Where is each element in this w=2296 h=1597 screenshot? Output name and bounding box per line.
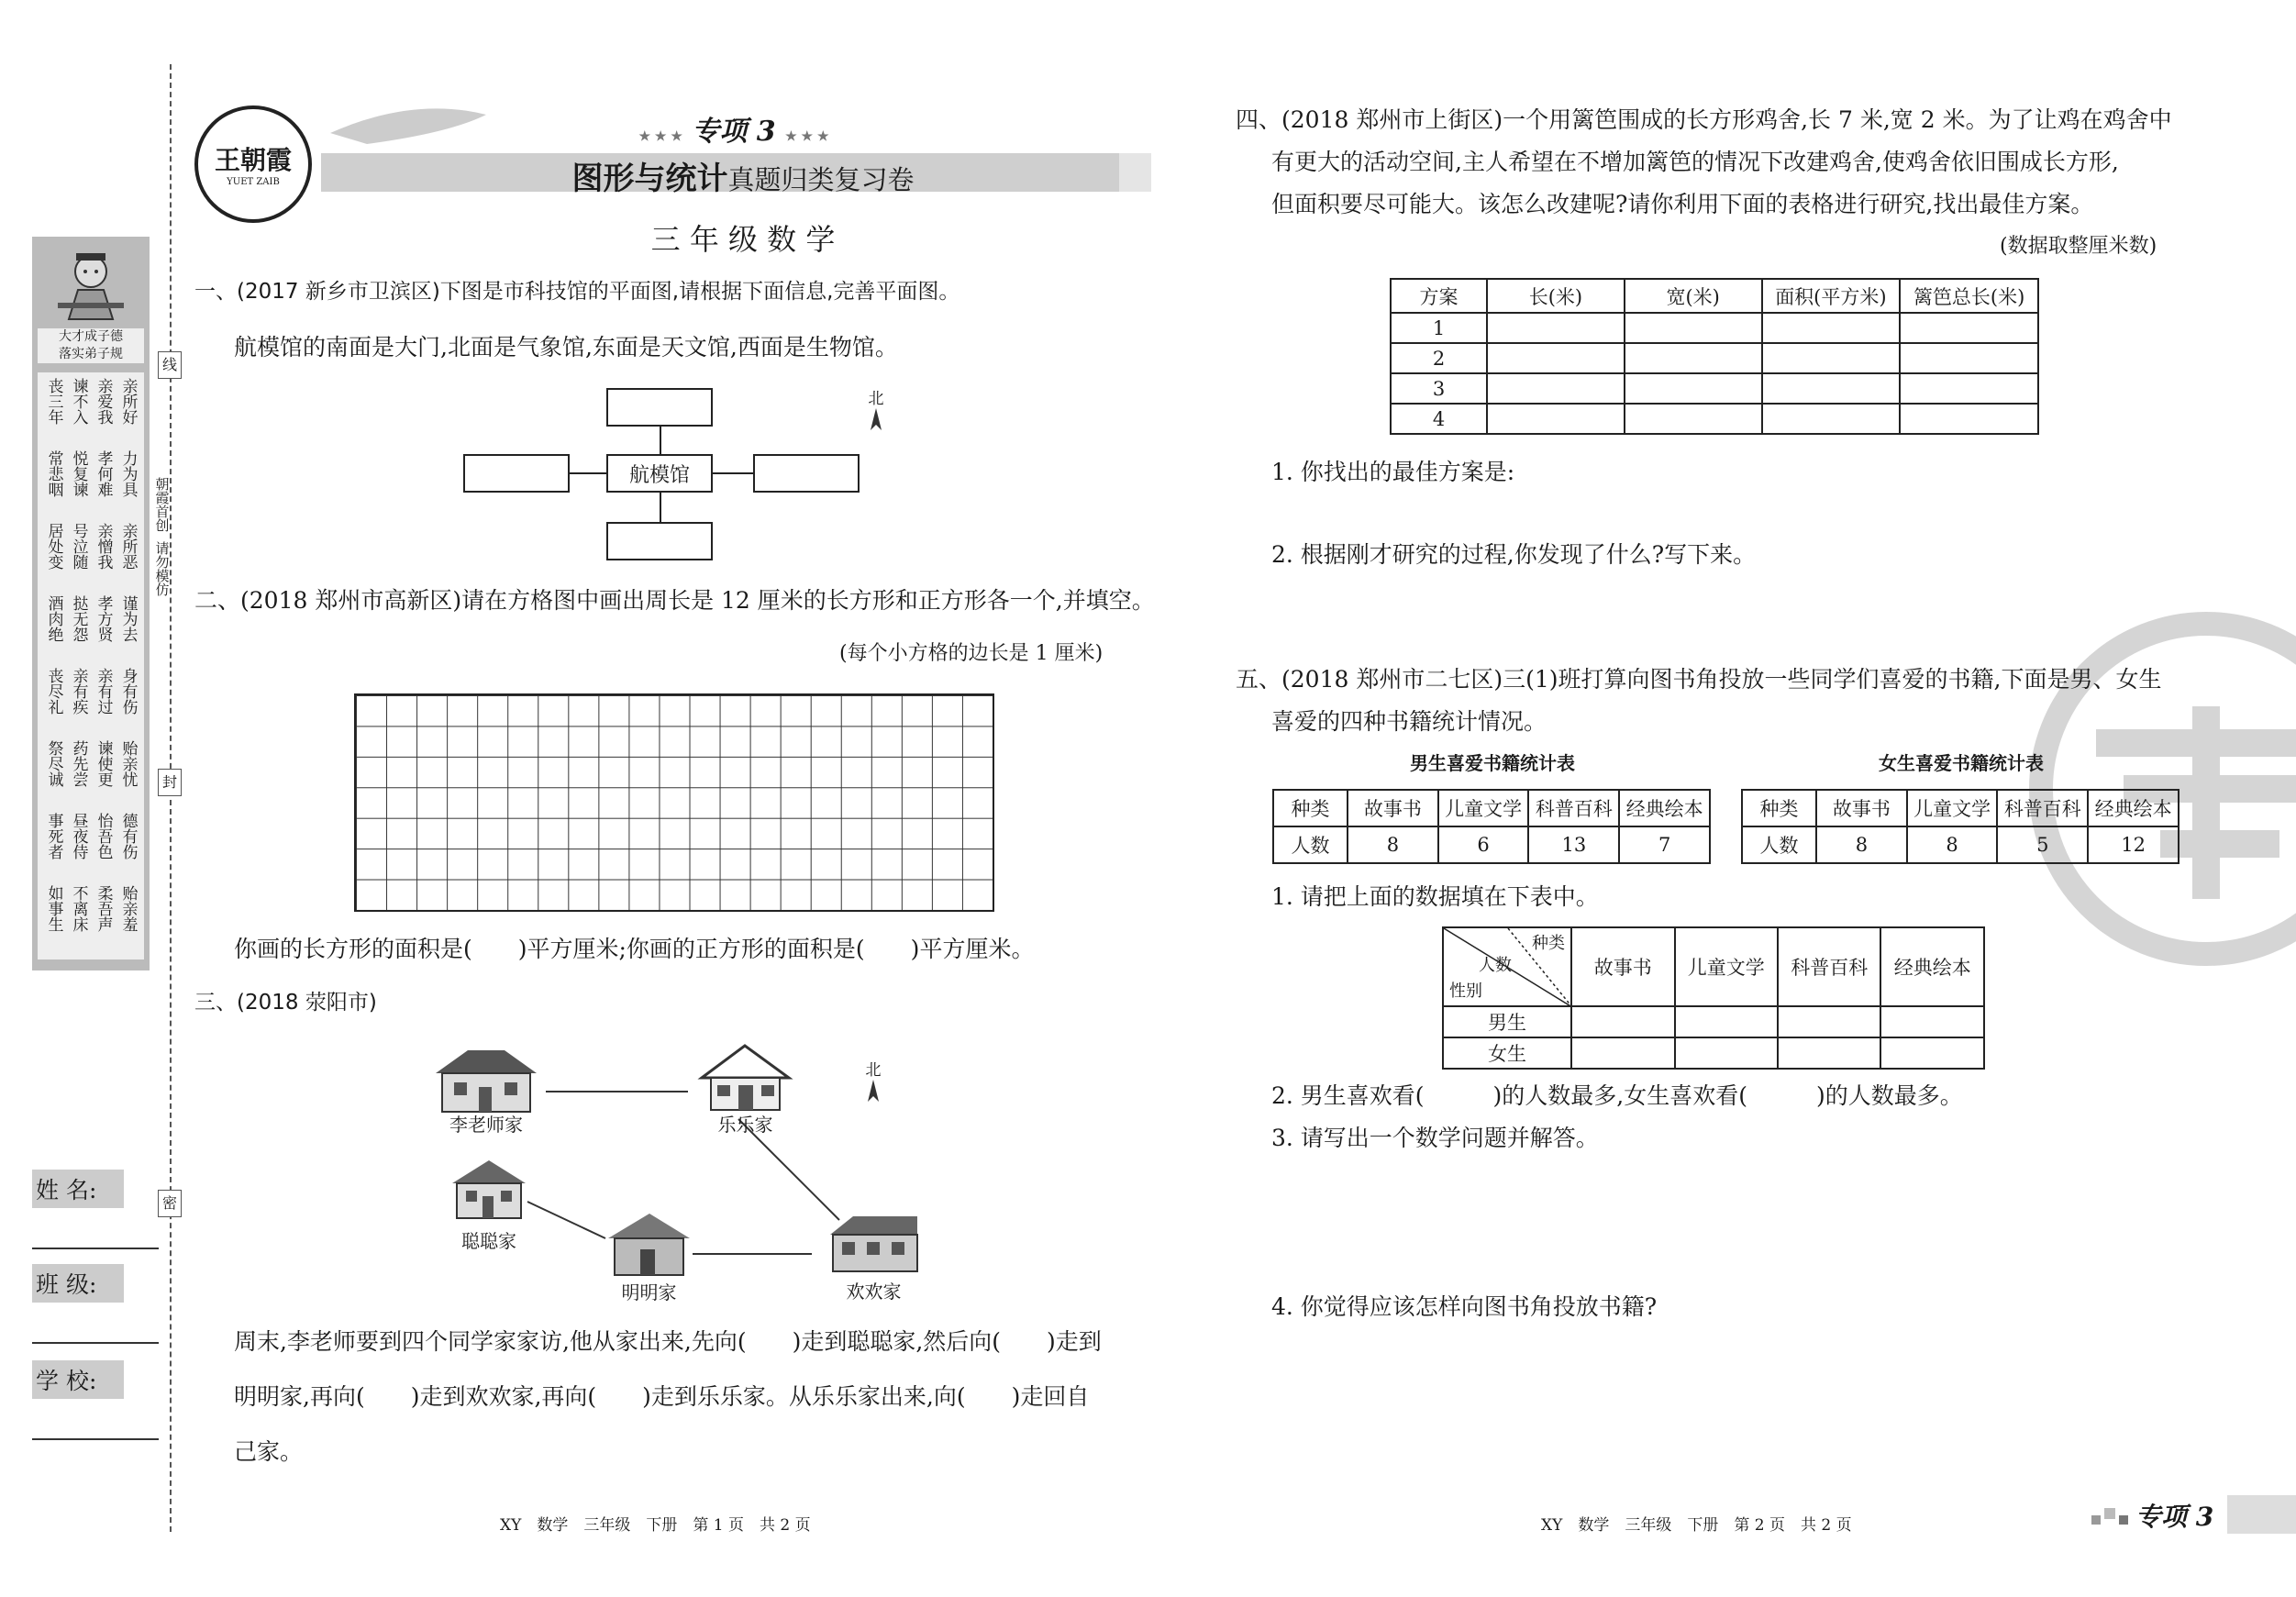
house-mingming [605, 1211, 693, 1277]
q4-line-2: 有更大的活动空间,主人希望在不增加篱笆的情况下改建鸡舍,使鸡舍依旧围成长方形, [1271, 149, 2119, 175]
name-label: 姓 名: [32, 1170, 124, 1208]
sidebar-poem-column: 亲憎我 [94, 523, 113, 570]
label-li-teacher: 李老师家 [449, 1114, 523, 1136]
sidebar-poem-row [41, 450, 140, 511]
q5-line-2: 喜爱的四种书籍统计情况。 [1271, 708, 1547, 735]
label-mingming: 明明家 [621, 1281, 677, 1303]
q3-title: 三、(2018 荥阳市) [194, 991, 377, 1015]
sidebar-poem-column: 药先尝 [69, 740, 88, 787]
q2-answer: 你画的长方形的面积是( )平方厘米;你画的正方形的面积是( )平方厘米。 [234, 936, 1035, 962]
sidebar-poem-column: 谏不入 [69, 378, 88, 425]
cut-label-3: 密 [158, 1190, 182, 1217]
q4-header: 宽(米) [1625, 279, 1762, 313]
sidebar-poem-column: 贻亲忧 [118, 740, 138, 787]
q4-header: 长(米) [1487, 279, 1625, 313]
sidebar-poem-column: 酒肉绝 [44, 595, 63, 642]
scholar-figure-icon [50, 248, 131, 326]
sidebar-poem-column: 孝何难 [94, 450, 113, 497]
sidebar-poem-column: 亲所恶 [118, 523, 138, 570]
q4-line-3: 但面积要尽可能大。该怎么改建呢?请你利用下面的表格进行研究,找出最佳方案。 [1271, 191, 2094, 217]
boys-value: 13 [1528, 826, 1619, 863]
girls-value: 5 [1997, 826, 2088, 863]
q1-title: 一、(2017 新乡市卫滨区)下图是市科技馆的平面图,请根据下面信息,完善平面图。 [194, 280, 960, 304]
sidebar-poem-column: 不离床 [69, 885, 88, 932]
boys-table: 种类 故事书 儿童文学 科普百科 经典绘本 人数 8 6 13 7 [1272, 789, 1711, 864]
q1-north-box[interactable] [606, 388, 713, 427]
title-main: 图形与统计 [571, 161, 728, 197]
house-icon [605, 1211, 693, 1277]
girls-value: 8 [1816, 826, 1907, 863]
q2-title: 二、(2018 郑州市高新区)请在方格图中画出周长是 12 厘米的长方形和正方形各一个,并填空。 [194, 587, 1155, 614]
sidebar-poem-column: 昼夜侍 [69, 813, 88, 859]
q3-north-indicator: 北 [860, 1057, 887, 1108]
q5-sub3: 3. 请写出一个数学问题并解答。 [1271, 1125, 1599, 1151]
cut-label-1: 线 [158, 351, 182, 379]
sidebar-poem-column: 悦复谏 [69, 450, 88, 497]
q4-row-label: 4 [1391, 404, 1487, 434]
q3-para-3: 己家。 [234, 1438, 304, 1465]
q1-text: 航模馆的南面是大门,北面是气象馆,东面是天文馆,西面是生物馆。 [234, 334, 898, 360]
girls-table-title: 女生喜爱书籍统计表 [1879, 752, 2044, 774]
sidebar-motto: 大才成子德 落实弟子规 [38, 328, 144, 363]
q4-header: 方案 [1391, 279, 1487, 313]
class-label: 班 级: [32, 1264, 124, 1303]
q4-note: (数据取整厘米数) [2000, 235, 2157, 258]
sidebar-poem-row [41, 885, 140, 946]
house-icon [697, 1041, 793, 1113]
q5-sub1: 1. 请把上面的数据填在下表中。 [1271, 883, 1599, 910]
label-congcong: 聪聪家 [461, 1230, 516, 1252]
sidebar-poem-column: 力为具 [118, 450, 138, 497]
label-lele: 乐乐家 [717, 1114, 773, 1136]
sidebar-poem-column: 怡吾色 [94, 813, 113, 859]
sidebar-poem-row [41, 813, 140, 873]
q1-north-indicator: 北 [862, 385, 890, 437]
q1-south-box[interactable] [606, 522, 713, 560]
sidebar-poem-row [41, 668, 140, 728]
q4-line-1: 四、(2018 郑州市上街区)一个用篱笆围成的长方形鸡舍,长 7 米,宽 2 米。为了让鸡在鸡舍中 [1236, 106, 2172, 133]
sidebar-poem-row [41, 740, 140, 801]
sidebar-poem-column: 祭尽诚 [44, 740, 63, 787]
sidebar-poem-column: 丧尽礼 [44, 668, 63, 715]
sidebar-poem-column: 德有伤 [118, 813, 138, 859]
house-lele [697, 1041, 793, 1113]
boys-value: 8 [1348, 826, 1438, 863]
north-arrow-icon [867, 1080, 880, 1103]
q1-center-box: 航模馆 [606, 454, 713, 493]
q1-east-box[interactable] [753, 454, 860, 493]
brand-logo [194, 105, 312, 223]
subject-title: 三 年 级 数 学 [650, 222, 836, 257]
class-field[interactable] [32, 1264, 159, 1347]
sidebar-poem [38, 372, 144, 959]
sidebar-poem-column: 亲爱我 [94, 378, 113, 425]
sidebar-poem-column: 事死者 [44, 813, 63, 859]
footer-right: XY 数学 三年级 下册 第 2 页 共 2 页 [1541, 1516, 1852, 1535]
sidebar-poem-column: 柔吾声 [94, 885, 113, 932]
sidebar-poem-column: 亲有过 [94, 668, 113, 715]
girls-table: 种类 故事书 儿童文学 科普百科 经典绘本 人数 8 8 5 12 [1741, 789, 2180, 864]
boys-value: 7 [1619, 826, 1710, 863]
sidebar-poem-column: 亲所好 [118, 378, 138, 425]
sidebar-poem-column: 贻亲羞 [118, 885, 138, 932]
q4-row-label: 2 [1391, 343, 1487, 373]
q1-west-box[interactable] [463, 454, 570, 493]
cut-label-2: 封 [158, 769, 182, 796]
boys-table-title: 男生喜爱书籍统计表 [1410, 752, 1575, 774]
school-label: 学 校: [32, 1360, 124, 1399]
brand-logo-sub: YUET ZAIB [227, 177, 280, 187]
copyright-note: 朝霞首创 请勿模仿 [153, 477, 171, 596]
q3-para-2: 明明家,再向( )走到欢欢家,再向( )走到乐乐家。从乐乐家出来,向( )走回自 [234, 1383, 1090, 1410]
house-icon [826, 1213, 922, 1275]
brand-logo-text: 王朝霞 [214, 145, 292, 175]
house-icon [431, 1046, 541, 1115]
sidebar-poem-column: 谏使更 [94, 740, 113, 787]
sidebar-poem-row [41, 595, 140, 656]
q3-para-1: 周末,李老师要到四个同学家家访,他从家出来,先向( )走到聪聪家,然后向( )走到 [234, 1328, 1102, 1355]
house-li-teacher [431, 1046, 541, 1115]
label-huanhuan: 欢欢家 [846, 1281, 902, 1303]
q4-sub2: 2. 根据刚才研究的过程,你发现了什么?写下来。 [1271, 541, 1757, 568]
sidebar-poem-row [41, 378, 140, 438]
sidebar-poem-column: 居处变 [44, 523, 63, 570]
house-icon [448, 1158, 530, 1222]
sidebar-poem-column: 丧三年 [44, 378, 63, 425]
sidebar-poem-column: 谨为去 [118, 595, 138, 642]
girls-value: 12 [2088, 826, 2179, 863]
sidebar-poem-column: 挞无怨 [69, 595, 88, 642]
secret-watermark [2023, 596, 2296, 972]
house-congcong [448, 1158, 530, 1222]
school-field[interactable] [32, 1360, 159, 1443]
q5-sub4: 4. 你觉得应该怎样向图书角投放书籍? [1271, 1293, 1658, 1320]
title-sub: 真题归类复习卷 [727, 164, 915, 195]
footer-left: XY 数学 三年级 下册 第 1 页 共 2 页 [500, 1516, 811, 1535]
q4-header: 篱笆总长(米) [1900, 279, 2038, 313]
dashed-cut-line [170, 64, 172, 1532]
girls-value: 8 [1907, 826, 1998, 863]
sidebar-poem-row [41, 523, 140, 583]
footer-tab: 专项 3 [2091, 1495, 2296, 1534]
house-huanhuan [826, 1213, 922, 1275]
north-arrow-icon [870, 408, 882, 432]
q5-line-1: 五、(2018 郑州市二七区)三(1)班打算向图书角投放一些同学们喜爱的书籍,下面是男、女生 [1236, 666, 2162, 693]
square-grid[interactable] [354, 693, 994, 912]
q4-table [1390, 278, 2039, 435]
sidebar-poem-column: 亲有疾 [69, 668, 88, 715]
combined-table: 种类 人数 性别 故事书 儿童文学 科普百科 经典绘本 男生 女生 [1442, 926, 1985, 1070]
sidebar-poem-column: 身有伤 [118, 668, 138, 715]
name-field[interactable] [32, 1170, 159, 1252]
sidebar-poem-column: 号泣随 [69, 523, 88, 570]
q4-header: 面积(平方米) [1762, 279, 1901, 313]
sidebar-poem-column: 如事生 [44, 885, 63, 932]
sidebar-panel [32, 237, 150, 970]
boys-value: 6 [1438, 826, 1529, 863]
sidebar-poem-column: 常悲咽 [44, 450, 63, 497]
paper-title [523, 153, 963, 198]
sidebar-poem-column: 孝方贤 [94, 595, 113, 642]
corner-cell: 种类 人数 性别 [1443, 927, 1571, 1006]
q5-sub2: 2. 男生喜欢看( )的人数最多,女生喜欢看( )的人数最多。 [1271, 1082, 1963, 1109]
q4-row-label: 3 [1391, 373, 1487, 404]
q4-row-label: 1 [1391, 313, 1487, 343]
series-label: ★ ★ ★ 专项 3 ★ ★ ★ [638, 116, 829, 148]
q2-note: (每个小方格的边长是 1 厘米) [839, 642, 1104, 665]
q4-sub1: 1. 你找出的最佳方案是: [1271, 459, 1515, 485]
